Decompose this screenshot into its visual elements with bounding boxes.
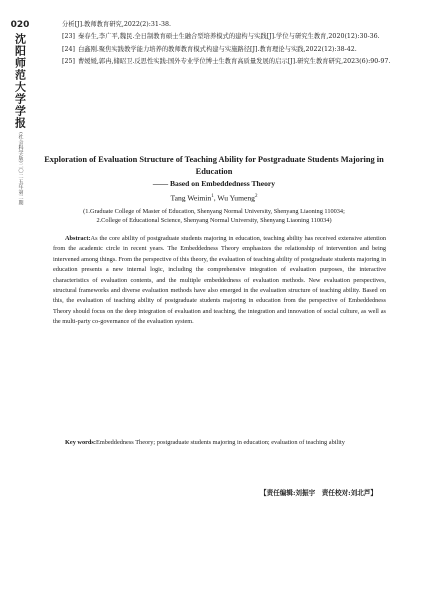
margin-strip: [9, 20, 31, 205]
reference-item: [62, 20, 394, 29]
reference-text: 曹媛媛,郭冉,储昭卫.反思性实践:国外专业学位博士生教育高质量发展的启示[J].研究生教育研究,2023(6):90-97.: [78, 57, 391, 65]
references-list: [62, 20, 394, 69]
affiliation-line: (1.Graduate College of Master of Education, Shenyang Normal University, Shenyang Liaoning 110034;: [83, 207, 345, 215]
author-name: Tang Weimin: [170, 193, 212, 203]
page-number: 020: [10, 20, 30, 30]
reference-item: [62, 45, 394, 54]
author-separator: ,: [213, 193, 218, 203]
journal-name: 沈阳师范大学学报: [13, 33, 27, 129]
journal-issue: (社会科学版)二〇二五年第二期: [17, 132, 24, 206]
english-subtitle: —— Based on Embeddedness Theory: [152, 179, 276, 188]
keywords-text: Embeddedness Theory; postgraduate students majoring in education; evaluation of teaching ability: [95, 439, 345, 446]
abstract: [53, 234, 386, 328]
affiliation-line: 2.College of Educational Science, Shenyang Normal University, Shenyang Liaoning 110034): [96, 217, 332, 225]
reference-text: 分析[J].教师教育研究,2022(2):31-38.: [62, 21, 172, 28]
reference-item: [62, 32, 394, 41]
reference-number: [24]: [62, 45, 75, 53]
author-affiliation-mark: 1: [211, 194, 214, 199]
abstract-label: Abstract:: [65, 235, 91, 242]
english-header: [38, 154, 390, 226]
reference-text: 白鑫刚.聚焦实践教学能力培养的教师教育模式构建与实施路径[J].教育理论与实践,2022(12):38-42.: [78, 45, 357, 53]
reference-item: [62, 57, 394, 66]
editor-credits: 【责任编辑:刘振宇 责任校对:刘北芦】: [260, 489, 377, 497]
author-name: Wu Yumeng: [217, 193, 255, 203]
reference-number: [25]: [62, 57, 75, 65]
english-title: Exploration of Evaluation Structure of Teaching Ability for Postgraduate Students Majoring in Education: [44, 155, 384, 176]
reference-text: 秦春生,李广平,魏民.全日制教育硕士生融合型培养模式的建构与实践[J].学位与研究生教育,2020(12):30-36.: [78, 33, 380, 41]
abstract-text: As the core ability of postgraduate students majoring in education, teaching ability has received extensive attention from the academic circle in recent years. The Embeddedness Theory emphasizes the relationship of intervention and being intervened among things. From the perspective of this theory, the evaluation of teaching ability of postgraduate students majoring in education presents a new internal logic, including the comprehensive integration of evaluation purposes, the interactive characteristics of evaluation contents, and the multiple embeddedness of evaluation methods. New evaluation perspectives, structural frameworks and diverse evaluation methods have also emerged in the evaluation structure of teaching ability. Based on this, the evaluation of teaching ability of postgraduate students majoring in education from the perspective of Embeddedness Theory should focus on the deep integration of evaluation and teaching, the integration and innovation of social culture, as well as the multi-party co-governance of the evaluation system.: [53, 235, 386, 326]
author-line: [38, 191, 390, 204]
author-affiliation-mark: 2: [254, 194, 258, 199]
keywords: [53, 438, 386, 448]
reference-number: [23]: [62, 33, 75, 41]
keywords-label: Key words:: [65, 439, 96, 446]
